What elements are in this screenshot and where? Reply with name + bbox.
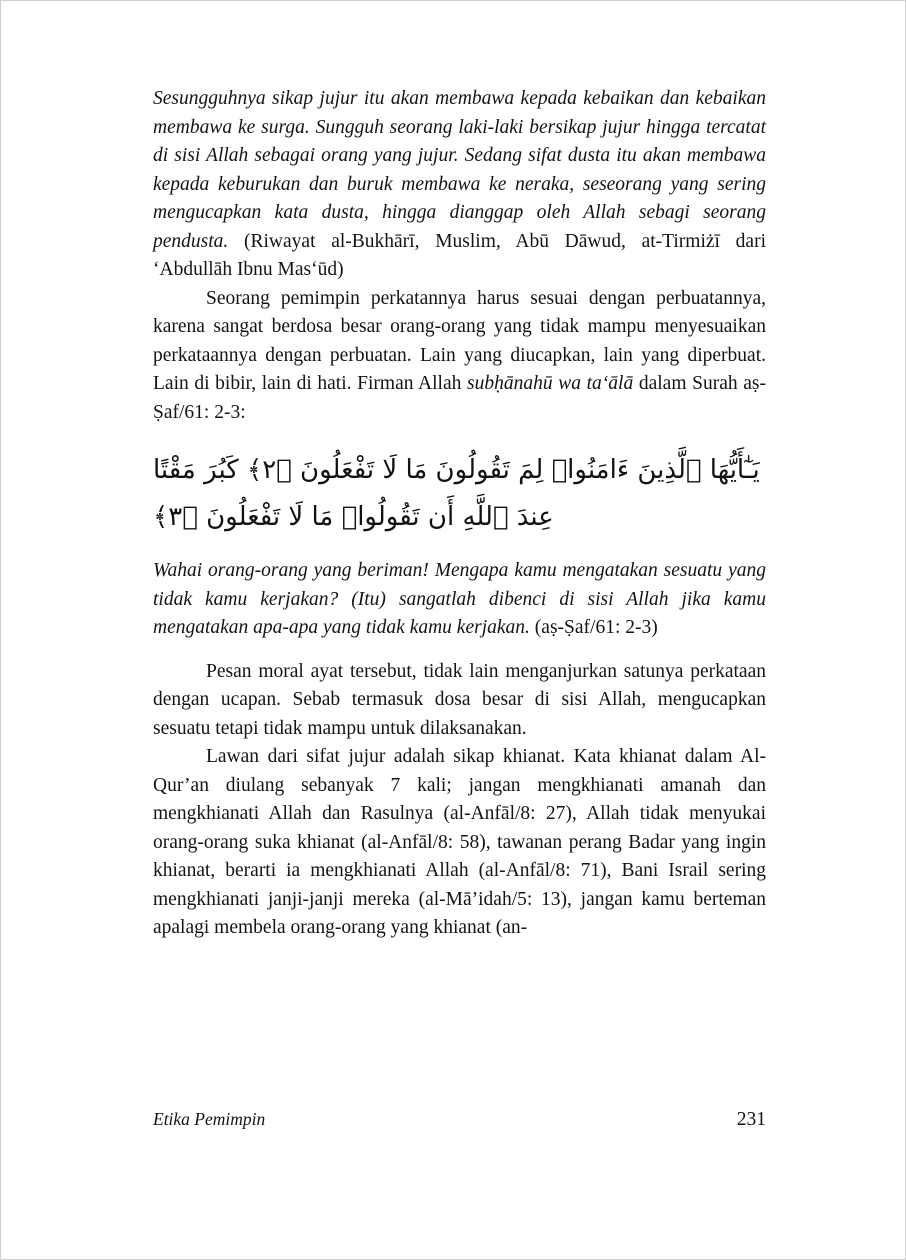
para-firman-before: Seorang pemimpin perkatannya harus sesuai dengan perbuatannya, karena sangat berdosa besar orang-orang yang tidak mampu menyesuaikan perkataannya dengan perbuatan. Lain yang diucapkan, lain yang diperbuat. Lain di bibir, lain di hati. Firman Allah bbox=[153, 287, 766, 394]
footer-book-title: Etika Pemimpin bbox=[153, 1109, 266, 1129]
paragraph-hadith-quote bbox=[153, 85, 766, 285]
page-content bbox=[153, 85, 766, 943]
paragraph-firman-allah bbox=[153, 285, 766, 428]
quran-verse-line-1: يَـٰٓأَيُّهَا ٱلَّذِينَ ءَامَنُوا۟ لِمَ تَقُولُونَ مَا لَا تَفْعَلُونَ ﴿٢﴾ كَبُرَ مَقْتًا bbox=[153, 455, 760, 485]
hadith-quote-source: (Riwayat al-Bukhārī, Muslim, Abū Dāwud, at-Tirmiżī dari ‘Abdullāh Ibnu Mas‘ūd) bbox=[153, 230, 766, 280]
paragraph-pesan-moral: Pesan moral ayat tersebut, tidak lain menganjurkan satunya perkataan dengan ucapan. Sebab termasuk dosa besar di sisi Allah, mengucapkan sesuatu tetapi tidak mampu untuk dilaksanakan. bbox=[153, 660, 766, 739]
honorific-italic: subḥānahū wa ta‘ālā bbox=[467, 373, 634, 394]
para-firman-after: dalam Surah aṣ-Ṣaf/61: 2-3: bbox=[153, 373, 766, 423]
hadith-quote-text: Sesungguhnya sikap jujur itu akan membawa kepada kebaikan dan kebaikan membawa ke surga. Sungguh seorang laki-laki bersikap jujur hingga tercatat di sisi Allah sebagai orang yang jujur. Sedang sifat dusta itu akan membawa kepada keburukan dan buruk membawa ke neraka, seseorang yang sering mengucapkan kata dusta, hingga dianggap oleh Allah sebagi seorang pendusta. bbox=[153, 88, 766, 252]
quran-verse-block bbox=[153, 447, 766, 541]
verse-translation-text: Wahai orang-orang yang beriman! Mengapa kamu mengatakan sesuatu yang tidak kamu kerjakan? (Itu) sangatlah dibenci di sisi Allah jika kamu mengatakan apa-apa yang tidak kamu kerjakan. bbox=[153, 560, 766, 638]
paragraph-verse-translation bbox=[153, 557, 766, 643]
verse-translation-source: (aṣ-Ṣaf/61: 2-3) bbox=[529, 617, 658, 638]
footer-page-number: 231 bbox=[736, 1109, 766, 1130]
paragraph-khianat: Lawan dari sifat jujur adalah sikap khianat. Kata khianat dalam Al-Qur’an diulang sebanyak 7 kali; jangan mengkhianati amanah dan mengkhianati Allah dan Rasulnya (al-Anfāl/8: 27), Allah tidak menyukai orang-orang suka khianat (al-Anfāl/8: 58), tawanan perang Badar yang ingin khianat, berarti ia mengkhianati Allah (al-Anfāl/8: 71), Bani Israil sering mengkhianati janji-janji mereka (al-Mā’idah/5: 13), jangan kamu berteman apalagi membela orang-orang yang khianat (an- bbox=[153, 746, 766, 938]
page-footer bbox=[153, 1109, 766, 1131]
quran-verse-line-2: عِندَ ٱللَّهِ أَن تَقُولُوا۟ مَا لَا تَفْعَلُونَ ﴿٣﴾ bbox=[153, 502, 554, 532]
